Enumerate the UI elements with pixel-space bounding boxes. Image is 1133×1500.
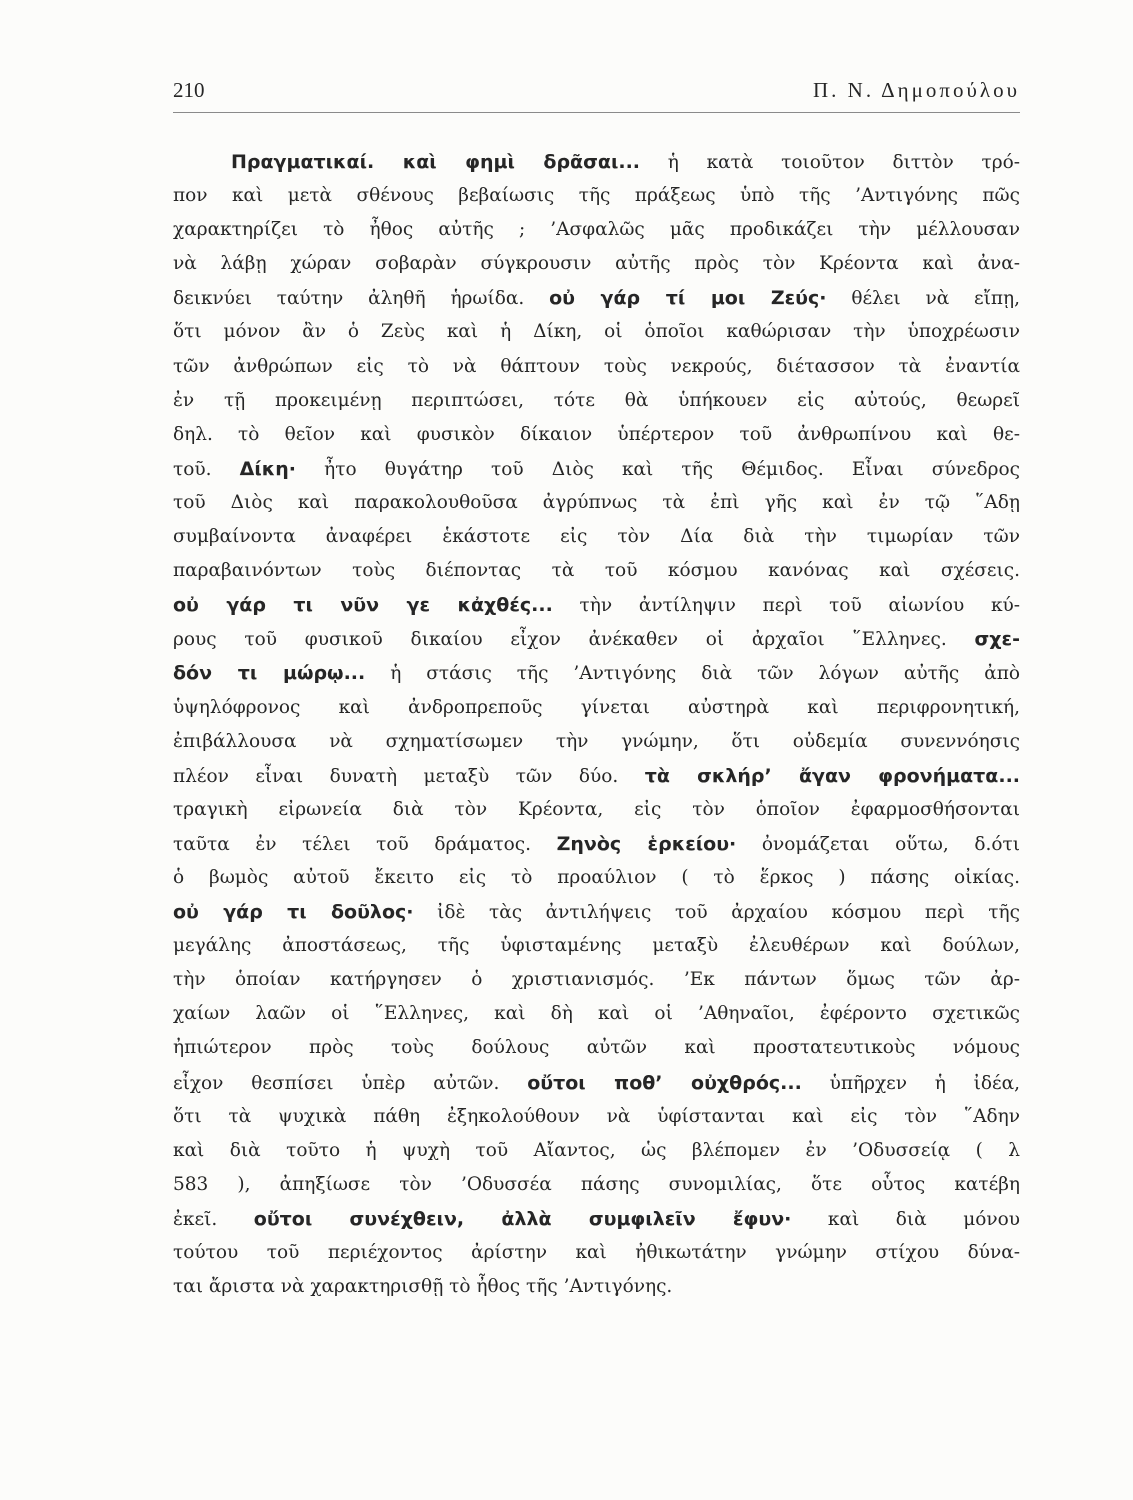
- commentary-segment: ὁ βωμὸς αὐτοῦ ἔκειτο εἰς τὸ προαύλιον ( τὸ ἕρκος ) πάσης οἰκίας.: [173, 866, 1020, 888]
- text-line: [173, 691, 1020, 725]
- commentary-segment: καὶ διὰ τοῦτο ἡ ψυχὴ τοῦ Αἴαντος, ὡς βλέπομεν ἐν ’Οδυσσείᾳ ( λ: [173, 1139, 1020, 1161]
- commentary-segment: ἐν τῇ προκειμένῃ περιπτώσει, τότε θὰ ὑπήκουεν εἰς αὐτούς, θεωρεῖ: [173, 389, 1020, 411]
- lemma-text: τὰ σκλήρ’ ἄγαν φρονήματα...: [644, 764, 1021, 787]
- text-line: [173, 213, 1020, 247]
- text-line: [173, 1270, 1020, 1304]
- text-line: [173, 1066, 1020, 1100]
- commentary-segment: ὀνομάζεται οὕτω, δ.ότι: [736, 833, 1020, 855]
- text-line: [173, 861, 1020, 895]
- commentary-segment: χαίων λαῶν οἱ ῞Ελληνες, καὶ δὴ καὶ οἱ ’Αθηναῖοι, ἐφέροντο σχετικῶς: [173, 1003, 1020, 1025]
- text-line: [173, 179, 1020, 213]
- commentary-segment: καὶ διὰ μόνου: [791, 1208, 1020, 1230]
- lemma-text: οὔτοι συνέχθειν, ἀλλὰ συμφιλεῖν ἔφυν·: [253, 1207, 792, 1230]
- text-line: [173, 281, 1020, 315]
- text-line: [173, 827, 1020, 861]
- commentary-segment: μεγάλης ἀποστάσεως, τῆς ὑφισταμένης μεταξὺ ἐλευθέρων καὶ δούλων,: [173, 935, 1020, 957]
- commentary-segment: ταῦτα ἐν τέλει τοῦ δράματος.: [173, 833, 557, 855]
- commentary-segment: τοῦ.: [173, 458, 240, 480]
- text-line: [173, 452, 1020, 486]
- lemma-text: Πραγματικαί. καὶ φημὶ δρᾶσαι...: [231, 151, 641, 173]
- lemma-text: Δίκη·: [239, 457, 296, 480]
- lemma-text: δόν τι μώρῳ...: [173, 662, 366, 685]
- lemma-text: οὔτοι ποθ’ οὐχθρός...: [527, 1071, 802, 1094]
- commentary-segment: ὅτι τὰ ψυχικὰ πάθη ἐξηκολούθουν νὰ ὑφίστανται καὶ εἰς τὸν ῞Αδην: [173, 1105, 1020, 1127]
- text-line: [173, 622, 1020, 656]
- commentary-segment: τραγικὴ εἰρωνεία διὰ τὸν Κρέοντα, εἰς τὸν ὁποῖον ἐφαρμοσθήσονται: [173, 798, 1020, 820]
- commentary-segment: παραβαινόντων τοὺς διέποντας τὰ τοῦ κόσμου κανόνας καὶ σχέσεις.: [173, 560, 1020, 582]
- text-line: [173, 725, 1020, 759]
- text-line: [173, 895, 1020, 929]
- lemma-text: οὐ γάρ τί μοι Ζεύς·: [549, 287, 827, 310]
- running-head: Π. Ν. Δημοπούλου: [813, 78, 1020, 102]
- commentary-segment: ἰδὲ τὰς ἀντιλήψεις τοῦ ἀρχαίου κόσμου περὶ τῆς: [413, 902, 1020, 924]
- commentary-segment: ἡ κατὰ τοιοῦτον διττὸν τρό-: [640, 152, 1020, 173]
- text-line: [173, 520, 1020, 554]
- text-line: [173, 247, 1020, 281]
- commentary-segment: ται ἄριστα νὰ χαρακτηρισθῇ τὸ ἦθος τῆς ’Αντιγόνης.: [173, 1276, 673, 1298]
- commentary-segment: πλέον εἶναι δυνατὴ μεταξὺ τῶν δύο.: [173, 765, 645, 787]
- commentary-segment: πον καὶ μετὰ σθένους βεβαίωσις τῆς πράξεως ὑπὸ τῆς ’Αντιγόνης πῶς: [173, 185, 1020, 207]
- commentary-segment: τὴν ἀντίληψιν περὶ τοῦ αἰωνίου κύ-: [552, 595, 1020, 617]
- commentary-segment: τοῦ Διὸς καὶ παρακολουθοῦσα ἀγρύπνως τὰ ἐπὶ γῆς καὶ ἐν τῷ ῞Αδῃ: [173, 491, 1020, 513]
- commentary-segment: εἶχον θεσπίσει ὑπὲρ αὐτῶν.: [173, 1072, 528, 1094]
- commentary-segment: ἦτο θυγάτηρ τοῦ Διὸς καὶ τῆς Θέμιδος. Εἶναι σύνεδρος: [296, 458, 1020, 480]
- lemma-text: οὐ γάρ τι νῦν γε κἀχθές...: [173, 594, 553, 617]
- commentary-segment: ρους τοῦ φυσικοῦ δικαίου εἶχον ἀνέκαθεν οἱ ἀρχαῖοι ῞Ελληνες.: [173, 629, 975, 651]
- lemma-text: Ζηνὸς ἑρκείου·: [556, 832, 737, 855]
- commentary-segment: νὰ λάβῃ χώραν σοβαρὰν σύγκρουσιν αὐτῆς πρὸς τὸν Κρέοντα καὶ ἀνα-: [173, 253, 1020, 275]
- text-line: [173, 997, 1020, 1031]
- commentary-segment: συμβαίνοντα ἀναφέρει ἑκάστοτε εἰς τὸν Δία διὰ τὴν τιμωρίαν τῶν: [173, 526, 1020, 548]
- commentary-segment: δεικνύει ταύτην ἀληθῆ ἡρωίδα.: [173, 288, 550, 310]
- page-header: [173, 72, 1020, 113]
- commentary-segment: ἐπιβάλλουσα νὰ σχηματίσωμεν τὴν γνώμην, ὅτι οὐδεμία συνεννόησις: [173, 730, 1020, 752]
- lemma-text: οὐ γάρ τι δοῦλος·: [173, 901, 414, 924]
- text-line: [173, 656, 1020, 690]
- text-line: [173, 486, 1020, 520]
- commentary-segment: θέλει νὰ εἴπῃ,: [826, 288, 1020, 310]
- text-line: [173, 350, 1020, 384]
- text-line: [173, 384, 1020, 418]
- text-line: [173, 1236, 1020, 1270]
- text-line: [173, 145, 1020, 179]
- text-line: [173, 793, 1020, 827]
- text-line: [173, 929, 1020, 963]
- commentary-text: [173, 145, 1020, 1304]
- text-line: [173, 1134, 1020, 1168]
- commentary-segment: 583 ), ἀπηξίωσε τὸν ’Οδυσσέα πάσης συνομιλίας, ὅτε οὗτος κατέβη: [173, 1173, 1020, 1195]
- commentary-segment: ὑψηλόφρονος καὶ ἀνδροπρεποῦς γίνεται αὐστηρὰ καὶ περιφρονητική,: [173, 696, 1020, 718]
- text-line: [173, 963, 1020, 997]
- commentary-segment: ἐκεῖ.: [173, 1208, 254, 1230]
- text-line: [173, 1168, 1020, 1202]
- commentary-segment: ἡ στάσις τῆς ’Αντιγόνης διὰ τῶν λόγων αὐτῆς ἀπὸ: [365, 663, 1020, 685]
- text-line: [173, 554, 1020, 588]
- text-line: [173, 759, 1020, 793]
- commentary-segment: ὅτι μόνον ἂν ὁ Ζεὺς καὶ ἡ Δίκη, οἱ ὁποῖοι καθώρισαν τὴν ὑποχρέωσιν: [173, 321, 1020, 343]
- commentary-segment: τὴν ὁποίαν κατήργησεν ὁ χριστιανισμός. ’Εκ πάντων ὅμως τῶν ἀρ-: [173, 969, 1020, 991]
- commentary-segment: τούτου τοῦ περιέχοντος ἀρίστην καὶ ἠθικωτάτην γνώμην στίχου δύνα-: [173, 1242, 1020, 1263]
- commentary-segment: δηλ. τὸ θεῖον καὶ φυσικὸν δίκαιον ὑπέρτερον τοῦ ἀνθρωπίνου καὶ θε-: [173, 423, 1020, 445]
- text-line: [173, 1100, 1020, 1134]
- text-line: [173, 418, 1020, 452]
- text-line: [173, 315, 1020, 349]
- text-line: [173, 1202, 1020, 1236]
- commentary-segment: χαρακτηρίζει τὸ ἦθος αὐτῆς ; ’Ασφαλῶς μᾶς προδικάζει τὴν μέλλουσαν: [173, 219, 1020, 241]
- commentary-segment: τῶν ἀνθρώπων εἰς τὸ νὰ θάπτουν τοὺς νεκρούς, διέτασσον τὰ ἐναντία: [173, 355, 1020, 377]
- page-number: 210: [173, 78, 205, 102]
- lemma-text: σχε-: [974, 628, 1020, 651]
- commentary-segment: ὑπῆρχεν ἡ ἰδέα,: [801, 1072, 1020, 1094]
- text-line: [173, 1031, 1020, 1065]
- text-line: [173, 588, 1020, 622]
- commentary-segment: ἠπιώτερον πρὸς τοὺς δούλους αὐτῶν καὶ προστατευτικοὺς νόμους: [173, 1037, 1020, 1059]
